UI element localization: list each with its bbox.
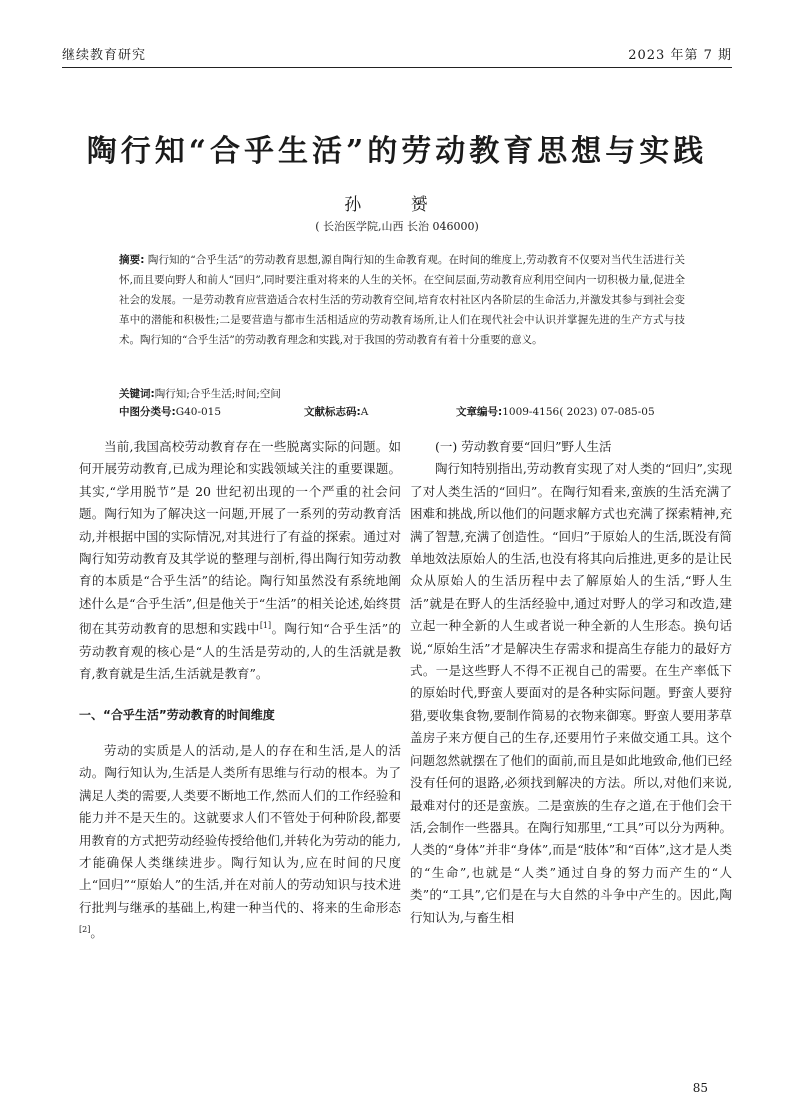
section1-paragraph xyxy=(79,740,401,945)
page-number: 85 xyxy=(692,1081,708,1095)
keywords xyxy=(119,386,281,401)
intro-text-a: 当前,我国高校劳动教育存在一些脱离实际的问题。如何开展劳动教育,已成为理论和实践领域关注的重要课题。其实,“学用脱节”是 20 世纪初出现的一个严重的社会问题。陶行知为了解决这一问题,开展了一系列的劳动教育活动,并根据中国的实际情况,对其进行了有益的探索。通过对陶行知劳动教育及其学说的整理与剖析,得出陶行知劳动教育的本质是“合乎生活”的结论。陶行知虽然没有系统地阐述什么是“合乎生活”,但是他关于“生活”的相关论述,始终贯彻在其劳动教育的思想和实践中 xyxy=(79,439,401,637)
citation-1: [1] xyxy=(259,621,272,631)
abstract xyxy=(119,250,685,350)
keywords-text: 陶行知;合乎生活;时间;空间 xyxy=(154,388,281,400)
journal-name: 继续教育研究 xyxy=(62,48,147,63)
abstract-text: 陶行知的“合乎生活”的劳动教育思想,源自陶行知的生命教育观。在时间的维度上,劳动教育不仅要对当代生活进行关怀,而且要向野人和前人“回归”,同时要注重对将来的人生的关怀。在空间层面,劳动教育应利用空间内一切积极力量,促进全社会的发展。一是劳动教育应营造适合农村生活的劳动教育空间,培育农村社区内各阶层的生命活力,并激发其参与到社会变革中的潜能和积极性;二是要营造与都市生活相适应的劳动教育场所,让人们在现代社会中认识并掌握先进的生产方式与技术。陶行知的“合乎生活”的劳动教育理念和实践,对于我国的劳动教育有着十分重要的意义。 xyxy=(119,254,685,346)
article-number xyxy=(456,404,655,419)
sec1-text-a: 劳动的实质是人的活动,是人的存在和生活,是人的活动。陶行知认为,生活是人类所有思维与行动的根本。为了满足人类的需要,人类要不断地工作,然而人们的工作经验和能力并不是天生的。这就要求人们不管处于何种阶段,都要用教育的方式把劳动经验传授给他们,并转化为劳动的能力,才能确保人类继续进步。陶行知认为,应在时间的尺度上“回归”“原始人”的生活,并在对前人的劳动知识与技术进行批判与继承的基础上,构建一种当代的、将来的生命形态 xyxy=(79,743,401,915)
intro-text-b: 。陶行知“合乎生活”的劳动教育观的核心是“人的生活是劳动的,人的生活就是教育,教育就是生活,生活就是教育”。 xyxy=(79,621,401,682)
clc-value: G40-015 xyxy=(175,406,222,418)
right-column xyxy=(410,436,732,929)
abstract-label: 摘要: xyxy=(119,254,145,266)
sec1-text-b: 。 xyxy=(90,925,103,941)
header-rule xyxy=(62,67,732,68)
subsection1-paragraph: 陶行知特别指出,劳动教育实现了对人类的“回归”,实现了对人类生活的“回归”。在陶行知看来,蛮族的生活充满了困难和挑战,所以他们的问题求解方式也充满了探索精神,充满了智慧,充满了创造性。“回归”于原始人的生活,既没有简单地效法原始人的生活,也没有将其向后推进,更多的是让民众从原始人的生活历程中去了解原始人的生活,“野人生活”就是在野人的生活经验中,通过对野人的学习和改造,建立起一种全新的人生或者说一种全新的人生形态。换句话说,“原始生活”才是解决生存需求和提高生存能力的最好方式。一是这些野人不得不正视自己的需要。在生产率低下的原始时代,野蛮人要面对的是各种实际问题。野蛮人要狩猎,要收集食物,要制作简易的衣物来御寒。野蛮人要用茅草盖房子来方便自己的生存,还要用竹子来做交通工具。这个问题忽然就摆在了他们的面前,而且是如此地致命,他们已经没有任何的退路,必须找到解决的方法。所以,对他们来说,最难对付的还是蛮族。二是蛮族的生存之道,在于他们会干活,会制作一些器具。在陶行知那里,“工具”可以分为两种。人类的“身体”并非“身体”,而是“肢体”和“百体”,这才是人类的“生命”,也就是“人类”通过自身的努力而产生的“人类”的“工具”,它们是在与大自然的斗争中产生的。因此,陶行知认为,与畜生相 xyxy=(410,461,732,925)
author-affiliation: ( 长治医学院,山西 长治 046000) xyxy=(315,220,479,233)
doc-value: A xyxy=(360,406,369,418)
clc-label: 中图分类号: xyxy=(119,406,176,418)
article-no-label: 文章编号: xyxy=(456,406,503,418)
doc-label: 文献标志码: xyxy=(304,406,361,418)
author-name: 孙 赟 xyxy=(344,195,450,215)
intro-paragraph xyxy=(79,436,401,686)
subsection-heading-1: (一) 劳动教育要“回归”野人生活 xyxy=(435,439,612,454)
citation-2: [2] xyxy=(79,925,91,935)
clc-number xyxy=(119,404,221,419)
section-heading-1: 一、“合乎生活”劳动教育的时间维度 xyxy=(79,707,275,722)
article-no-value: 1009-4156( 2023) 07-085-05 xyxy=(502,406,655,418)
left-column xyxy=(79,436,401,945)
document-code xyxy=(304,404,368,419)
keywords-label: 关键词: xyxy=(119,388,155,400)
article-title: 陶行知“合乎生活”的劳动教育思想与实践 xyxy=(86,134,708,169)
issue-label: 2023 年第 7 期 xyxy=(628,48,732,63)
